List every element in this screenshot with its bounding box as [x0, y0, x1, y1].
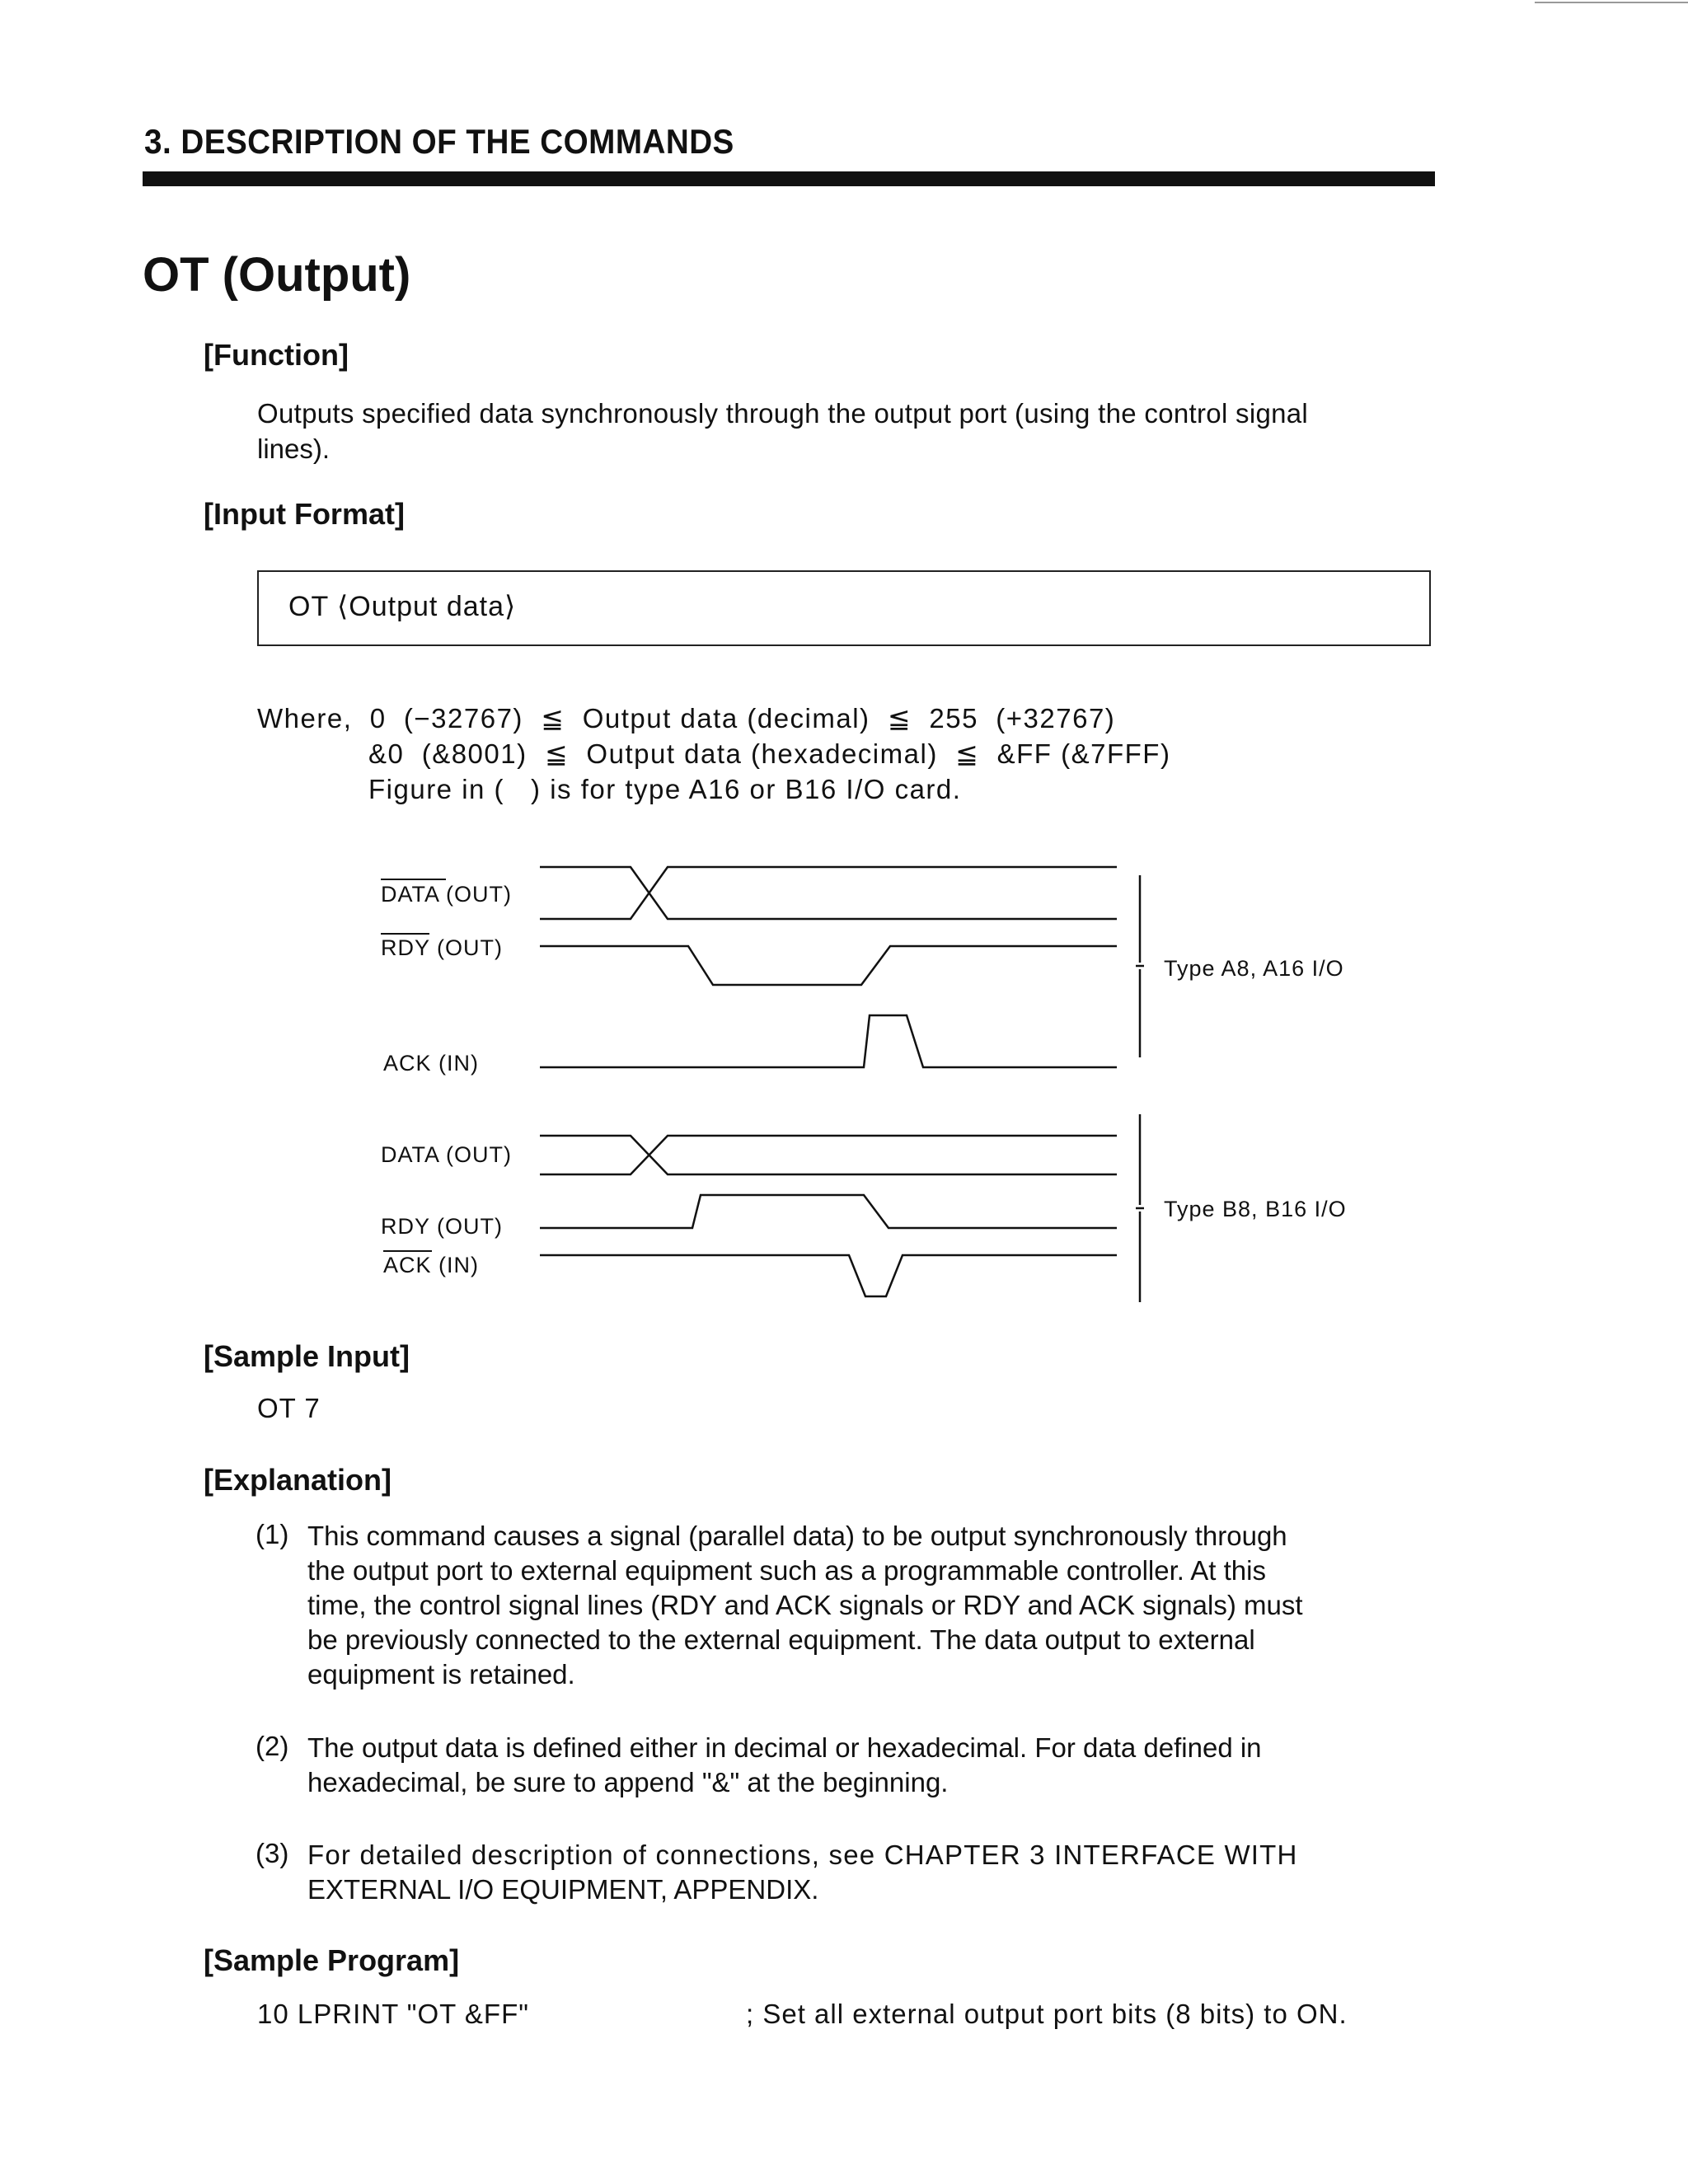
label-a-ack: ACK (IN): [383, 1051, 479, 1076]
sample-input-code: OT 7: [257, 1393, 321, 1423]
where-line-3: Figure in ( ) is for type A16 or B16 I/O card.: [368, 774, 962, 804]
waveform-a-data: [540, 867, 1117, 919]
sample-program-heading: [Sample Program]: [204, 1943, 460, 1977]
waveform-a-ack: [540, 1015, 1117, 1067]
sample-input-heading: [Sample Input]: [204, 1339, 410, 1373]
function-text-line-1: Outputs specified data synchronously through the output port (using the control signal: [257, 398, 1309, 429]
sample-program-code: 10 LPRINT "OT &FF": [257, 1999, 529, 2029]
explanation-item-3: [307, 1838, 1430, 1907]
waveform-b-data: [540, 1136, 1117, 1174]
sample-program-comment: ; Set all external output port bits (8 bits) to ON.: [746, 1999, 1348, 2029]
type-label-a: Type A8, A16 I/O: [1164, 956, 1344, 981]
input-format-syntax: OT ⟨Output data⟩: [288, 591, 517, 622]
explanation-item-2: [307, 1731, 1430, 1800]
label-b-rdy: RDY (OUT): [381, 1214, 503, 1239]
brace-a: [1136, 875, 1144, 1057]
explanation-heading: [Explanation]: [204, 1463, 392, 1497]
type-label-b: Type B8, B16 I/O: [1164, 1197, 1347, 1221]
explanation-1-line-5: equipment is retained.: [307, 1659, 575, 1690]
explanation-num-3: (3): [256, 1838, 289, 1868]
brace-b: [1136, 1114, 1144, 1302]
explanation-item-1: [307, 1519, 1430, 1692]
explanation-2-line-2: hexadecimal, be sure to append "&" at the beginning.: [307, 1767, 949, 1797]
explanation-1-line-2: the output port to external equipment such as a programmable controller. At this: [307, 1555, 1266, 1586]
explanation-3-line-2: EXTERNAL I/O EQUIPMENT, APPENDIX.: [307, 1874, 819, 1905]
input-format-heading: [Input Format]: [204, 497, 405, 531]
explanation-num-2: (2): [256, 1731, 289, 1761]
function-heading: [Function]: [204, 338, 349, 372]
explanation-num-1: (1): [256, 1519, 289, 1549]
explanation-1-line-4: be previously connected to the external equipment. The data output to external: [307, 1624, 1255, 1655]
waveform-a-rdy: [540, 946, 1117, 985]
function-text-line-2: lines).: [257, 434, 331, 464]
where-line-2: &0 (&8001) ≦ Output data (hexadecimal) ≦ &FF (&7FFF): [368, 738, 1171, 769]
waveform-b-rdy: [540, 1195, 1117, 1228]
label-b-ack: ACK (IN): [383, 1253, 480, 1277]
section-header: 3. DESCRIPTION OF THE COMMANDS: [144, 122, 734, 161]
explanation-1-line-1: This command causes a signal (parallel data) to be output synchronously through: [307, 1521, 1287, 1551]
label-a-rdy: RDY (OUT): [381, 935, 504, 960]
explanation-2-line-1: The output data is defined either in decimal or hexadecimal. For data defined in: [307, 1732, 1262, 1763]
explanation-3-line-1: For detailed description of connections, see CHAPTER 3 INTERFACE WITH: [307, 1840, 1298, 1870]
label-b-data: DATA (OUT): [381, 1142, 512, 1167]
page-title: OT (Output): [143, 248, 411, 302]
explanation-1-line-3: time, the control signal lines (RDY and ACK signals or RDY and ACK signals) must: [307, 1590, 1303, 1620]
where-line-1: Where, 0 (−32767) ≦ Output data (decimal) ≦ 255 (+32767): [257, 703, 1116, 733]
waveform-b-ack: [540, 1255, 1117, 1296]
label-a-data: DATA (OUT): [381, 882, 512, 907]
